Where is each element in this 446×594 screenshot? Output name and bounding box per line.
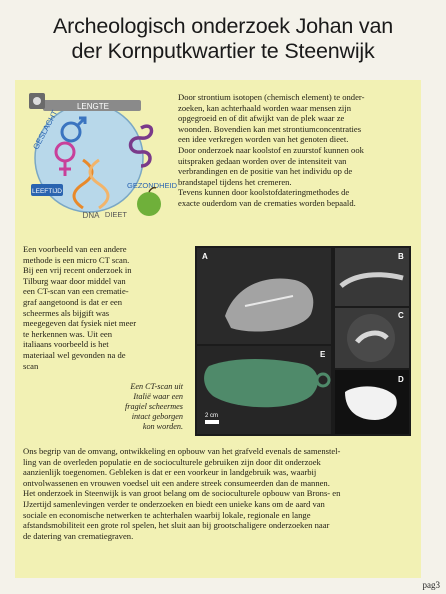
text-line: italiaans voorbeeld is het	[23, 339, 109, 350]
dieet-label: DIEET	[104, 210, 127, 219]
text-line: Het onderzoek in Steenwijk is van groot belang om de socioculturele opbouw van Brons- en	[23, 488, 341, 499]
apple-icon	[137, 192, 161, 216]
text-line: scan	[23, 360, 39, 371]
text-line: meegegeven dat fysiek niet meer	[23, 318, 137, 329]
text-line: een idee verkregen worden van het genoten dieet.	[178, 134, 349, 145]
text-line: graf aangetoond is dat er een	[23, 296, 123, 307]
measure-icon-dot	[33, 97, 41, 105]
figure-caption	[103, 382, 183, 432]
strontium-paragraph	[178, 92, 416, 209]
page-title	[0, 14, 446, 64]
text-line: Een voorbeeld van een andere	[23, 244, 127, 254]
text-line: ontvolwassenen en vrouwen voedsel uit een andere streek consumeerden dan de mannen.	[23, 477, 330, 488]
panel-a-label: A	[202, 252, 208, 261]
text-line: te herkennen was. Uit een	[23, 328, 113, 339]
text-line: sociale en economische netwerken te achterhalen waarbij lokale, regionale en lange	[23, 509, 311, 520]
text-line: woonden. Bovendien kan met strontiumconcentraties	[178, 123, 362, 134]
text-line: ling van de overleden populatie en de socioculturele gebruiken zijn door dit onderzoek	[23, 456, 321, 467]
text-line: brandstapel tijdens het cremeren.	[178, 176, 292, 187]
ct-scan-svg	[195, 246, 411, 436]
panel-e-razor	[204, 359, 318, 407]
text-line: Door strontium isotopen (chemisch element) te onder-	[178, 92, 365, 102]
text-line: Tilburg waar door middel van	[23, 275, 126, 286]
panel-e-label: E	[320, 350, 326, 359]
text-line: de datering van crematiegraven.	[23, 530, 134, 541]
text-line: materiaal wel gevonden na de	[23, 349, 126, 360]
lengte-label: LENGTE	[76, 102, 110, 111]
ct-scan-figure	[195, 246, 411, 436]
text-line: uitspraken gedaan worden over de intensiteit van	[178, 155, 347, 166]
text-line: Ons begrip van de omvang, ontwikkeling en opbouw van het grafveld evenals de samenstel-	[23, 446, 341, 456]
page-number: pag3	[422, 580, 440, 590]
ct-scan-paragraph	[23, 244, 183, 371]
geslacht-label: GESLACHT	[31, 108, 60, 152]
caption-line: Italië waar een	[133, 392, 183, 401]
panel-c-disc	[347, 314, 395, 362]
text-line: Tevens kunnen door koolstofdateringmethodes de	[178, 187, 350, 198]
text-line: exacte ouderdom van de crematies worden bepaald.	[178, 197, 356, 208]
text-line: methode is een micro CT scan.	[23, 254, 130, 265]
caption-line: Een CT-scan uit	[130, 382, 183, 391]
text-line: verbrandingen en de positie van het individu op de	[178, 166, 353, 177]
research-infographic	[23, 88, 179, 222]
panel-d-label: D	[398, 375, 404, 384]
text-line: zoeken, kan achterhaald worden waar mensen zijn	[178, 102, 351, 113]
caption-line: kon worden.	[142, 422, 183, 431]
text-line: aanzienlijk toegenomen. Gebleken is dat er een voorkeur in landgebruik was, waarbij	[23, 467, 317, 478]
leeftijd-label: LEEFTIJD	[32, 188, 62, 195]
panel-b-label: B	[398, 252, 404, 261]
dna-label: DNA	[82, 211, 100, 220]
text-line: Door onderzoek naar koolstof en zuurstof kunnen ook	[178, 144, 364, 155]
content-panel	[15, 80, 421, 578]
caption-line: intact geborgen	[131, 412, 183, 421]
scale-bar	[205, 420, 219, 424]
scale-label: 2 cm	[205, 413, 219, 419]
gezondheid-label: GEZONDHEID	[127, 181, 178, 190]
text-line: scheermes als bijgift was	[23, 307, 110, 318]
title-line-2: der Kornputkwartier te Steenwijk	[71, 39, 375, 63]
text-line: opgegroeid en of dit afwijkt van de plek waar ze	[178, 113, 345, 124]
panel-c-label: C	[398, 311, 404, 320]
text-line: Bij een vrij recent onderzoek in	[23, 265, 132, 276]
text-line: IJzertijd samenlevingen verder te onderzoeken en biedt een unieke kans om de aard van	[23, 498, 325, 509]
conclusion-paragraph	[23, 446, 415, 541]
text-line: een CT-scan van een crematie-	[23, 286, 129, 297]
infographic-svg	[23, 88, 179, 222]
title-line-1: Archeologisch onderzoek Johan van	[52, 14, 393, 38]
caption-line: fragiel scheermes	[125, 402, 183, 411]
text-line: afstandsmobiliteit een grote rol spelen, het sluit aan bij grootschaligere onderzoeken naar	[23, 520, 330, 531]
